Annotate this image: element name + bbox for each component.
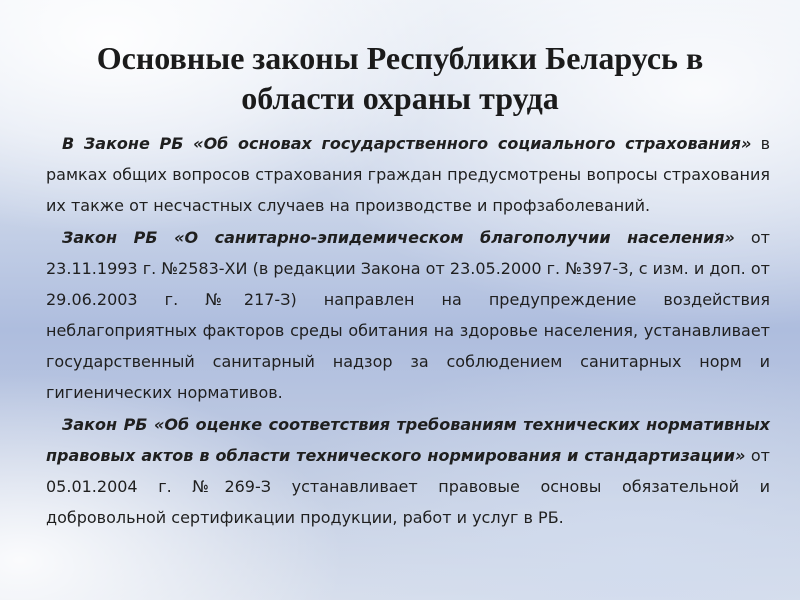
paragraph-text: от 23.11.1993 г. №2583-XИ (в редакции Закона от 23.05.2000 г. №397-З, с изм. и доп. от 29.06.2003 г. №217-З) направлен на предупреждение воздействия неблагоприятных факторов среды обитания на здоровье населения, устанавливает государственный санитарный надзор за соблюдением санитарных норм и гигиенических нормативов.: [46, 228, 771, 402]
paragraph-social-insurance-law: [46, 128, 770, 221]
slide-title: Основные законы Республики Беларусь в области охраны труда: [96, 40, 704, 116]
paragraph-sanitary-law: [46, 222, 770, 408]
law-name: Закон РБ «О санитарно-эпидемическом благополучии населения»: [62, 228, 735, 247]
paragraph-text: в рамках общих вопросов страхования граждан предусмотрены вопросы страхования их также от несчастных случаев на производстве и профзаболеваний.: [46, 134, 770, 215]
slide-content: [46, 128, 770, 534]
paragraph-conformity-law: [46, 409, 770, 533]
paragraph-text: от 05.01.2004 г. №269-З устанавливает правовые основы обязательной и добровольной сертификации продукции, работ и услуг в РБ.: [46, 446, 771, 527]
law-name: В Законе РБ «Об основах государственного социального страхования»: [62, 134, 752, 153]
law-name: Закон РБ «Об оценке соответствия требованиям технических нормативных правовых актов в области технического нормирования и стандартизации»: [46, 415, 770, 465]
